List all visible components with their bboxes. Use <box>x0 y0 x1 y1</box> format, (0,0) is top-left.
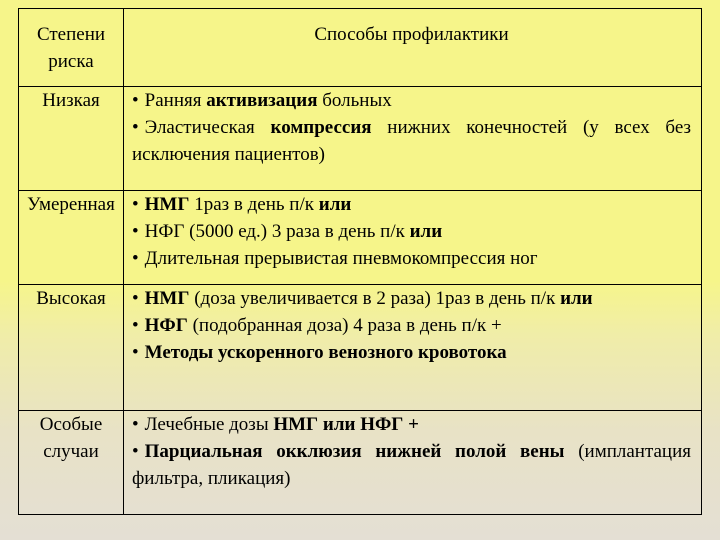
bullet-icon: • <box>132 90 139 111</box>
bold-text: НМГ <box>144 288 190 309</box>
header-methods-cell: Способы профилактики <box>124 9 702 87</box>
table-header-row <box>19 9 702 87</box>
table-row <box>19 411 702 515</box>
method-item <box>132 285 691 312</box>
prophylaxis-table <box>18 8 702 515</box>
risk-level-cell: Высокая <box>19 285 124 411</box>
bold-text: или <box>409 221 443 242</box>
methods-cell <box>124 411 702 515</box>
method-item <box>132 339 691 366</box>
bullet-icon: • <box>132 342 139 363</box>
text: (имплантация фильтра, пликация) <box>132 441 692 489</box>
risk-level-cell: Умеренная <box>19 191 124 285</box>
bold-text: или <box>560 288 593 309</box>
text: Лечебные дозы <box>144 414 274 435</box>
bullet-icon: • <box>132 117 139 138</box>
bullet-icon: • <box>132 221 139 242</box>
table-row <box>19 191 702 285</box>
bullet-icon: • <box>132 441 139 462</box>
text: больных <box>317 90 392 111</box>
text: 1раз в день п/к <box>189 194 319 215</box>
bullet-icon: • <box>132 315 139 336</box>
text: Ранняя <box>144 90 207 111</box>
bullet-icon: • <box>132 414 139 435</box>
bold-text: активизация <box>206 90 318 111</box>
bold-text: НФГ <box>144 315 188 336</box>
bullet-icon: • <box>132 288 139 309</box>
bullet-icon: • <box>132 194 139 215</box>
bold-text: НМГ или НФГ + <box>273 414 419 435</box>
method-item <box>132 312 691 339</box>
table-row <box>19 285 702 411</box>
method-item <box>132 438 691 492</box>
text: Длительная прерывистая пневмокомпрессия ног <box>144 248 538 269</box>
risk-level-cell: Низкая <box>19 87 124 191</box>
method-item <box>132 191 691 218</box>
text: (подобранная доза) 4 раза в день п/к + <box>187 315 502 336</box>
bold-text: Парциальная окклюзия нижней полой вены <box>144 441 565 462</box>
text: (доза увеличивается в 2 раза) 1раз в день п/к <box>189 288 561 309</box>
risk-level-cell: Особые случаи <box>19 411 124 515</box>
bold-text: НМГ <box>144 194 190 215</box>
text: НФГ (5000 ед.) 3 раза в день п/к <box>144 221 410 242</box>
method-item <box>132 87 691 114</box>
text: Эластическая <box>144 117 271 138</box>
bold-text: или <box>318 194 352 215</box>
bold-text: Методы ускоренного венозного кровотока <box>144 342 507 363</box>
method-item <box>132 218 691 245</box>
method-item <box>132 114 691 168</box>
method-item <box>132 245 691 272</box>
method-item <box>132 411 691 438</box>
text: нижних конечностей (у всех без исключения пациентов) <box>132 117 691 165</box>
methods-cell <box>124 87 702 191</box>
methods-cell <box>124 191 702 285</box>
table-row <box>19 87 702 191</box>
bullet-icon: • <box>132 248 139 269</box>
header-risk-cell: Степени риска <box>19 9 124 87</box>
bold-text: компрессия <box>270 117 372 138</box>
methods-cell <box>124 285 702 411</box>
